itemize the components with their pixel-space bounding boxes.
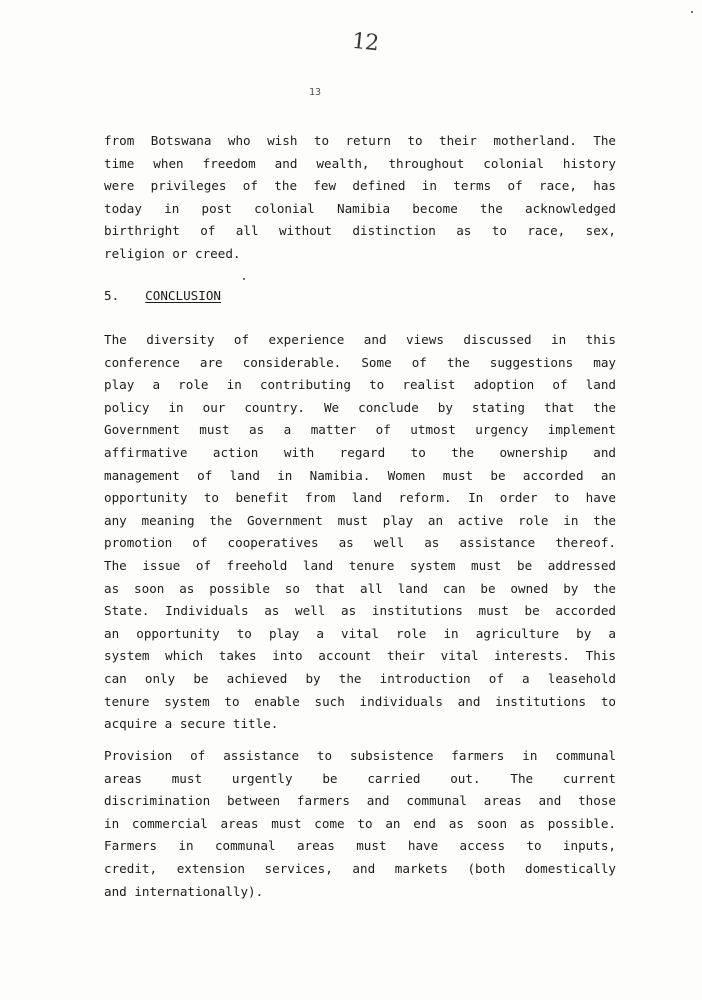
paragraph-line: promotion of cooperatives as well as assistance thereof. <box>104 535 616 551</box>
paragraph-line: system which takes into account their vital interests. This <box>104 648 616 664</box>
section-heading <box>104 285 221 307</box>
paragraph-line: Farmers in communal areas must have access to inputs, <box>104 838 616 854</box>
paragraph-line: can only be achieved by the introduction of a leasehold <box>104 670 616 686</box>
paragraph-line: Provision of assistance to subsistence farmers in communal <box>104 748 616 763</box>
paragraph-line: acquire a secure title. <box>104 716 279 732</box>
paragraph-line: play a role in contributing to realist adoption of land <box>104 377 616 393</box>
paragraph-line: any meaning the Government must play an active role in the <box>104 512 616 528</box>
section-title: CONCLUSION <box>145 288 221 303</box>
section-number: 5. <box>104 288 120 303</box>
paragraph-line: tenure system to enable such individuals and institutions to <box>104 693 616 709</box>
paragraph-intro <box>104 130 616 266</box>
paragraph-line: today in post colonial Namibia become the acknowledged <box>104 200 616 216</box>
paragraph-line: in commercial areas must come to an end as soon as possible. <box>104 815 616 831</box>
handwritten-page-number: 12 <box>350 28 380 57</box>
paragraph-line: The diversity of experience and views discussed in this <box>104 332 616 347</box>
paragraph-line: as soon as possible so that all land can be owned by the <box>104 580 616 596</box>
paragraph-conclusion <box>104 329 616 736</box>
paragraph-line: and internationally). <box>104 883 264 899</box>
scan-speck <box>243 278 245 280</box>
paragraph-line: an opportunity to play a vital role in agriculture by a <box>104 625 616 641</box>
paragraph-line: opportunity to benefit from land reform. In order to have <box>104 490 616 506</box>
paragraph-line: The issue of freehold land tenure system must be addressed <box>104 557 616 573</box>
paragraph-line: conference are considerable. Some of the suggestions may <box>104 354 616 370</box>
paragraph-line: discrimination between farmers and communal areas and those <box>104 793 616 809</box>
paragraph-line: credit, extension services, and markets (both domestically <box>104 860 616 876</box>
paragraph-line: Government must as a matter of utmost urgency implement <box>104 422 616 438</box>
paragraph-provision <box>104 745 616 903</box>
paragraph-line: areas must urgently be carried out. The current <box>104 770 616 786</box>
paragraph-line: time when freedom and wealth, throughout colonial history <box>104 155 616 171</box>
typed-page-number: 13 <box>309 87 322 98</box>
paragraph-line: birthright of all without distinction as to race, sex, <box>104 223 616 239</box>
paragraph-line: State. Individuals as well as institutions must be accorded <box>104 603 616 619</box>
paragraph-line: affirmative action with regard to the ownership and <box>104 444 616 460</box>
paragraph-line: from Botswana who wish to return to their motherland. The <box>104 133 616 148</box>
scan-speck <box>691 11 693 13</box>
paragraph-line: management of land in Namibia. Women must be accorded an <box>104 467 616 483</box>
paragraph-line: were privileges of the few defined in terms of race, has <box>104 178 616 194</box>
paragraph-line: policy in our country. We conclude by stating that the <box>104 399 616 415</box>
paragraph-line: religion or creed. <box>104 245 241 261</box>
